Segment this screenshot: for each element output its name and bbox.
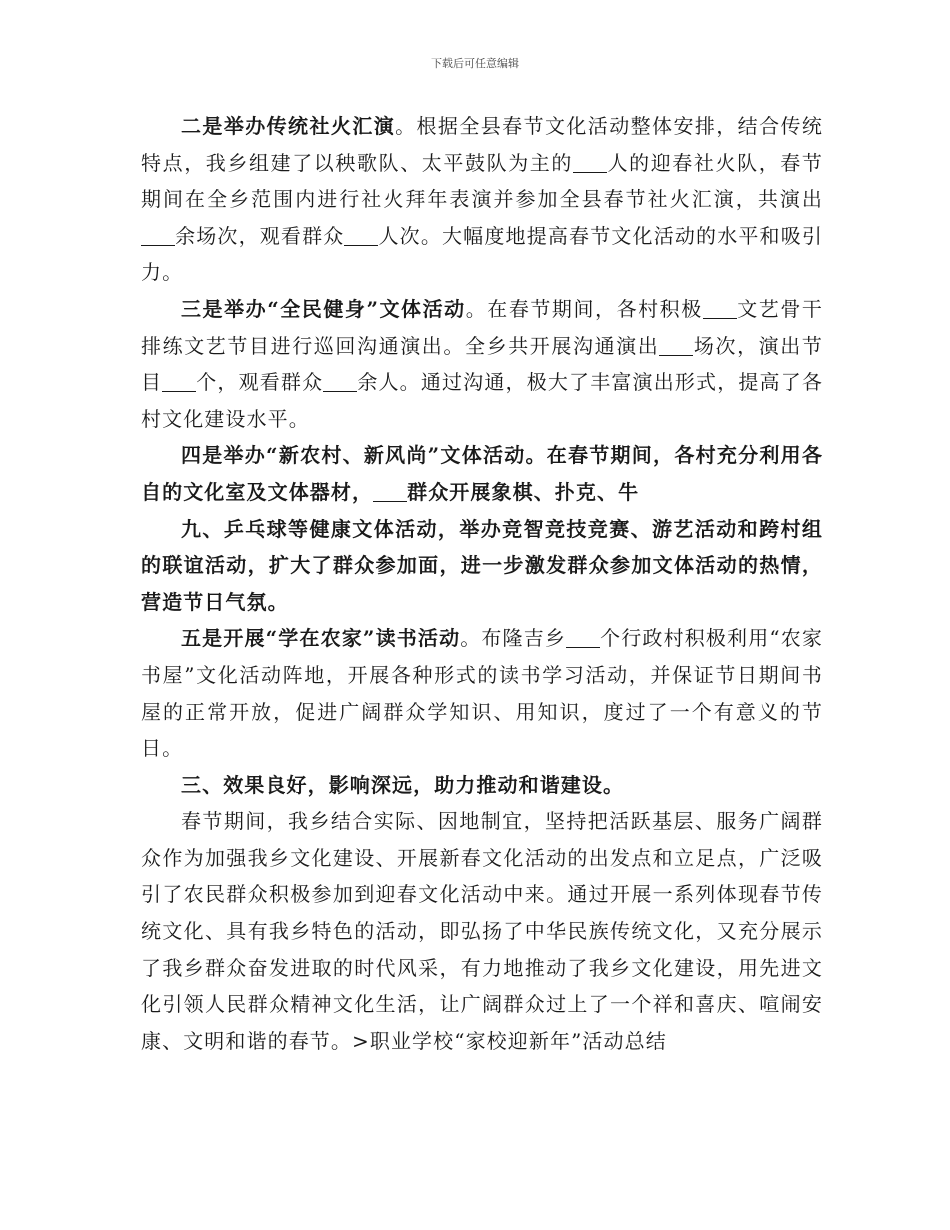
paragraph-5 — [141, 620, 823, 766]
blank-line — [344, 225, 378, 246]
paragraph-text: 文艺骨干排练文艺节目进行巡回沟通演出。全乡共开展沟通演出 — [141, 296, 823, 358]
paragraph-text: 人次。大幅度地提高春节文化活动的水平和吸引力。 — [141, 223, 823, 285]
paragraph-text: 春节期间，我乡结合实际、因地制宜，坚持把活跃基层、服务广阔群众作为加强我乡文化建设、开展新春文化活动的出发点和立足点，广泛吸引了农民群众积极参加到迎春文化活动中来。通过开展一系列体现春节传统文化、具有我乡特色的活动，即弘扬了中华民族传统文化，又充分展示了我乡群众奋发进取的时代风采，有力地推动了我乡文化建设，用先进文化引领人民群众精神文化生活，让广阔群众过上了一个祥和喜庆、喧闹安康、文明和谐的春节。>职业学校“家校迎新年”活动总结 — [141, 809, 823, 1053]
paragraph-text: 群众开展象棋、扑克、牛 — [407, 479, 640, 504]
paragraph-text: 人的迎春社火队，春节期间在全乡范围内进行社火拜年表演并参加全县春节社火汇演，共演出 — [141, 150, 823, 212]
blank-line — [323, 371, 357, 392]
paragraph-summary — [141, 803, 823, 1059]
page-header: 下载后可任意编辑 — [431, 57, 519, 70]
paragraph-text: 。在春节期间，各村积极 — [465, 296, 703, 321]
paragraph-text: 四是举办“新农村、新风尚”文体活动。在春节期间，各村充分利用各自的文化室及文体器材， — [141, 443, 823, 504]
paragraph-text: 个行政村积极利用“农家书屋”文化活动阵地，开展各种形式的读书学习活动，并保证节日期间书屋的正常开放，促进广阔群众学知识、用知识，度过了一个有意义的节日。 — [141, 626, 823, 761]
paragraph-text: 余场次，观看群众 — [175, 223, 345, 248]
paragraph-heading: 五是开展“学在农家”读书活动 — [181, 626, 461, 651]
paragraph-2 — [141, 108, 823, 291]
paragraph-text: 。布隆吉乡 — [460, 626, 567, 651]
paragraph-4-continued — [141, 511, 823, 621]
blank-line — [162, 371, 196, 392]
paragraph-text: 余人。通过沟通，极大了丰富演出形式，提高了各村文化建设水平。 — [141, 370, 823, 431]
paragraph-text: 九、乒乓球等健康文体活动，举办竞智竞技竞赛、游艺活动和跨村组的联谊活动，扩大了群众参加面，进一步激发群众参加文体活动的热情，营造节日气氛。 — [141, 516, 823, 614]
paragraph-text: 个，观看群众 — [196, 370, 324, 395]
blank-line — [373, 481, 407, 502]
blank-line — [141, 225, 175, 246]
blank-line — [703, 298, 737, 319]
section-heading — [141, 767, 823, 804]
paragraph-3 — [141, 291, 823, 437]
blank-line — [659, 335, 693, 356]
paragraph-text: 场次，演出节目 — [141, 333, 823, 395]
paragraph-heading: 二是举办传统社火汇演 — [181, 114, 396, 138]
paragraph-heading: 三是举办“全民健身”文体活动 — [181, 296, 466, 321]
blank-line — [573, 152, 607, 173]
blank-line — [566, 627, 600, 648]
section-heading-text: 三、效果良好，影响深远，助力推动和谐建设。 — [181, 772, 625, 797]
paragraph-4 — [141, 437, 823, 510]
paragraph-text: 。根据全县春节文化活动整体安排，结合传统特点，我乡组建了以秧歌队、太平鼓队为主的 — [141, 114, 824, 175]
document-body — [141, 108, 823, 1059]
